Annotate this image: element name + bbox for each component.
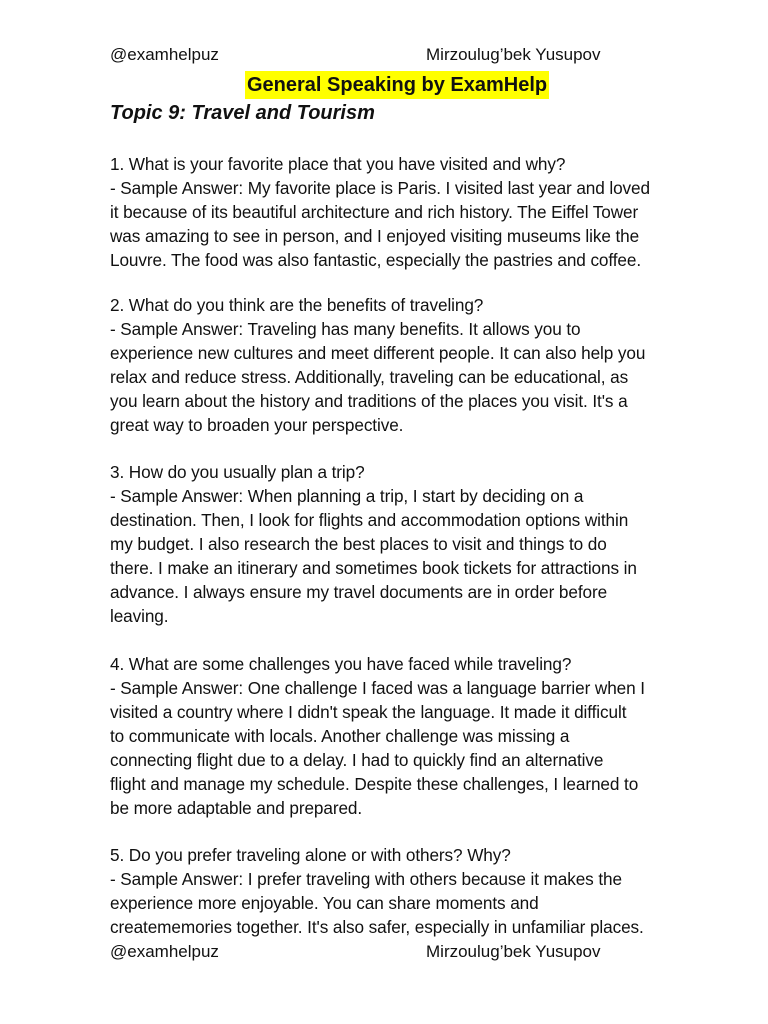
answer-line: there. I make an itinerary and sometimes book tickets for attractions in [110,558,637,578]
answer-line: destination. Then, I look for flights and accommodation options within [110,510,629,530]
document-title: General Speaking by ExamHelp [245,71,549,99]
answer-line: creatememories together. It's also safer, especially in unfamiliar places. [110,917,644,937]
answer-line: leaving. [110,606,169,626]
page-footer [110,940,670,964]
answer-line: - Sample Answer: One challenge I faced was a language barrier when I [110,678,645,698]
header-author: Mirzoulug’bek Yusupov [426,45,601,64]
answer-line: experience more enjoyable. You can share moments and [110,893,539,913]
header-handle: @examhelpuz [110,45,219,64]
question-line: 3. How do you usually plan a trip? [110,462,365,482]
answer-line: visited a country where I didn't speak the language. It made it difficult [110,702,627,722]
answer-line: flight and manage my schedule. Despite these challenges, I learned to [110,774,639,794]
topic-heading: Topic 9: Travel and Tourism [110,102,375,124]
footer-handle: @examhelpuz [110,942,219,961]
answer-line: - Sample Answer: Traveling has many benefits. It allows you to [110,319,581,339]
answer-line: was amazing to see in person, and I enjoyed visiting museums like the [110,226,640,246]
answer-line: you learn about the history and traditions of the places you visit. It's a [110,391,628,411]
answer-line: - Sample Answer: When planning a trip, I start by deciding on a [110,486,584,506]
answer-line: relax and reduce stress. Additionally, traveling can be educational, as [110,367,629,387]
page-header [110,43,670,67]
title-container [245,71,549,99]
answer-line: great way to broaden your perspective. [110,415,404,435]
question-line: 5. Do you prefer traveling alone or with others? Why? [110,845,511,865]
qa-item-1 [110,152,718,272]
answer-line: my budget. I also research the best places to visit and things to do [110,534,607,554]
answer-line: connecting flight due to a delay. I had to quickly find an alternative [110,750,604,770]
qa-item-4 [110,652,718,820]
answer-line: it because of its beautiful architecture and rich history. The Eiffel Tower [110,202,639,222]
question-line: 1. What is your favorite place that you have visited and why? [110,154,566,174]
answer-line: - Sample Answer: My favorite place is Paris. I visited last year and loved [110,178,650,198]
qa-item-2 [110,293,718,437]
question-line: 4. What are some challenges you have faced while traveling? [110,654,572,674]
answer-line: advance. I always ensure my travel documents are in order before [110,582,608,602]
answer-line: to communicate with locals. Another challenge was missing a [110,726,570,746]
answer-line: - Sample Answer: I prefer traveling with others because it makes the [110,869,622,889]
answer-line: experience new cultures and meet different people. It can also help you [110,343,646,363]
qa-item-3 [110,460,718,628]
qa-item-5 [110,843,718,939]
footer-author: Mirzoulug’bek Yusupov [426,942,601,961]
question-line: 2. What do you think are the benefits of traveling? [110,295,484,315]
answer-line: Louvre. The food was also fantastic, especially the pastries and coffee. [110,250,642,270]
answer-line: be more adaptable and prepared. [110,798,363,818]
